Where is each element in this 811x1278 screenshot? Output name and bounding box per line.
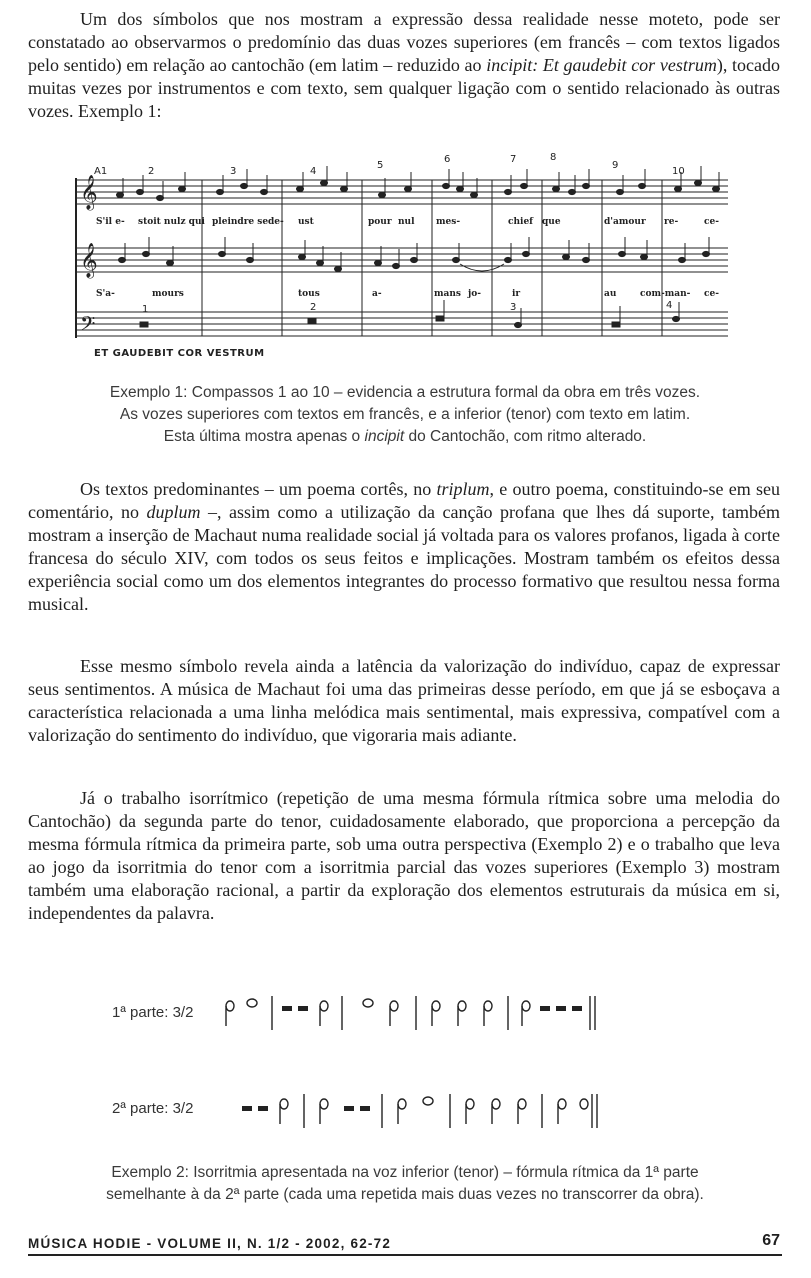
bass-clef-icon: 𝄢	[80, 312, 96, 340]
rhythm-part-2-label: 2ª parte: 3/2	[112, 1100, 194, 1117]
lyric-syllable: jo-	[468, 289, 481, 299]
lyric-syllable: mans	[434, 289, 461, 299]
lyric-syllable: nul	[398, 217, 415, 227]
measure-number: 5	[377, 160, 384, 171]
lyric-syllable: mes-	[436, 217, 461, 227]
lyric-syllable: ce-	[704, 289, 719, 299]
paragraph-2	[28, 478, 780, 616]
voice-1-label: A1	[94, 166, 108, 177]
rhythm-part-1-svg	[222, 990, 682, 1042]
tenor-number: 1	[142, 304, 149, 315]
lyric-syllable: chief	[508, 217, 534, 227]
paragraph-1	[28, 8, 780, 123]
lyric-syllable: au	[604, 289, 617, 299]
rhythm-part-1-label: 1ª parte: 3/2	[112, 1004, 194, 1021]
lyric-syllable: ce-	[704, 217, 719, 227]
treble-clef-icon: 𝄞	[80, 175, 98, 210]
lyric-syllable: a-	[372, 289, 382, 299]
measure-number: 9	[612, 160, 619, 171]
lyric-syllable: ust	[298, 217, 314, 227]
lyric-syllable: de-	[268, 217, 284, 227]
caption-line: semelhante à da 2ª parte (cada uma repetida mais duas vezes no transcorrer da obra).	[106, 1186, 704, 1203]
paragraph-4-text: Já o trabalho isorrítmico (repetição de uma mesma fórmula rítmica sobre uma melodia do Cantochão) da segunda parte do tenor, cuidadosamente elaborado, que proporciona a percepção da mesma fórmula rítmica da primeira parte, sob uma outra perspectiva (Exemplo 2) e o trabalho que leva ao jogo da isorritmia do tenor com a isorritmia parcial das vozes superiores (Exemplo 3) mostram também uma elaboração racional, a partir da exploração dos elementos estruturais da música em si, independentes da palavra.	[28, 788, 780, 923]
lyric-syllable: tous	[298, 289, 320, 299]
measure-number: 4	[310, 166, 317, 177]
lyric-syllable: re-	[664, 217, 679, 227]
incipit-italic: incipit: Et gaudebit cor vestrum	[486, 55, 717, 75]
tenor-number: 4	[666, 300, 673, 311]
page-footer	[28, 1232, 782, 1256]
page-number: 67	[762, 1232, 780, 1249]
lyric-syllable: d'amour	[604, 217, 646, 227]
measure-number: 8	[550, 152, 557, 163]
paragraph-4	[28, 787, 780, 925]
tenor-notes	[140, 300, 680, 328]
rhythm-part-2-svg	[222, 1086, 682, 1138]
tenor-incipit: ET GAUDEBIT COR VESTRUM	[94, 348, 265, 359]
example-1-score	[72, 150, 732, 362]
duplum-italic: duplum	[146, 502, 201, 522]
measure-number: 3	[230, 166, 237, 177]
journal-citation: MÚSICA HODIE - VOLUME II, N. 1/2 - 2002, 62-72	[28, 1236, 392, 1251]
caption-line: As vozes superiores com textos em francês, e a inferior (tenor) com texto em latim.	[119, 406, 691, 423]
caption-line-3-a: Esta última mostra apenas o	[163, 428, 365, 445]
example-1-caption	[30, 382, 780, 448]
measure-number: 2	[148, 166, 155, 177]
tenor-number: 3	[510, 302, 517, 313]
measure-number: 10	[672, 166, 685, 177]
lyric-syllable: pour	[368, 217, 392, 227]
caption-line: Exemplo 1: Compassos 1 ao 10 – evidencia a estrutura formal da obra em três vozes.	[109, 384, 701, 401]
lyric-syllable: com-man-	[640, 289, 691, 299]
lyric-syllable: que	[542, 217, 561, 227]
treble-clef-8-icon: 𝄞	[80, 243, 98, 278]
lyric-syllable: S'a-	[96, 289, 115, 299]
caption-line: Exemplo 2: Isorritmia apresentada na voz inferior (tenor) – fórmula rítmica da 1ª parte	[111, 1164, 699, 1181]
triplum-italic: triplum	[436, 479, 490, 499]
paragraph-1-text-b: ), tocado muitas vezes por instrumentos e com texto, sem qualquer ligação com o sentido relacionado às outras vozes. Exemplo 1:	[28, 55, 780, 121]
voice-1-notes	[117, 166, 720, 201]
example-2-caption	[30, 1162, 780, 1206]
lyric-syllable: ir	[512, 289, 521, 299]
measure-number: 6	[444, 154, 451, 165]
paragraph-1-text-a: Um dos símbolos que nos mostram a expressão dessa realidade nesse moteto, pode ser constatado ao observarmos o predomínio das duas vozes superiores (em francês – com textos ligados pelo sentido) em relação ao cantochão (em latim – reduzido ao	[28, 9, 780, 75]
caption-incipit-italic: incipit	[364, 428, 405, 445]
lyric-syllable: pleindre se	[212, 217, 269, 227]
paragraph-2-text-a: Os textos predominantes – um poema cortês, no	[80, 479, 437, 499]
measure-number: 7	[510, 154, 517, 165]
paragraph-3-text: Esse mesmo símbolo revela ainda a latência da valorização do indivíduo, capaz de expressar seus sentimentos. A música de Machaut foi uma das primeiras desse período, em que já se esboçava a característica relacionada a uma linha melódica mais sentimental, mais expressiva, compatível com a valorização do sentimento do indivíduo, que vigoraria mais adiante.	[28, 656, 780, 745]
paragraph-3	[28, 655, 780, 747]
score-svg	[72, 150, 732, 362]
tenor-number: 2	[310, 302, 317, 313]
caption-line-3-b: do Cantochão, com ritmo alterado.	[404, 428, 647, 445]
paragraph-2-text-c: –, assim como a utilização da canção profana que lhes dá suporte, também mostram a inserção de Machaut numa realidade social já voltada para os valores profanos, ligada à corte francesa do século XIV, com todos os seus feitos e implicações. Mostram também os efeitos dessa experiência social como um dos elementos integrantes do processo formativo que resultou nessa forma musical.	[28, 502, 780, 614]
paragraph-2-text-b: , e outro poema, constituindo-se em seu comentário, no	[28, 479, 780, 522]
lyric-syllable: mours	[152, 289, 184, 299]
lyric-syllable: S'il e-	[96, 217, 125, 227]
lyric-syllable: stoit nulz qui	[138, 217, 205, 227]
